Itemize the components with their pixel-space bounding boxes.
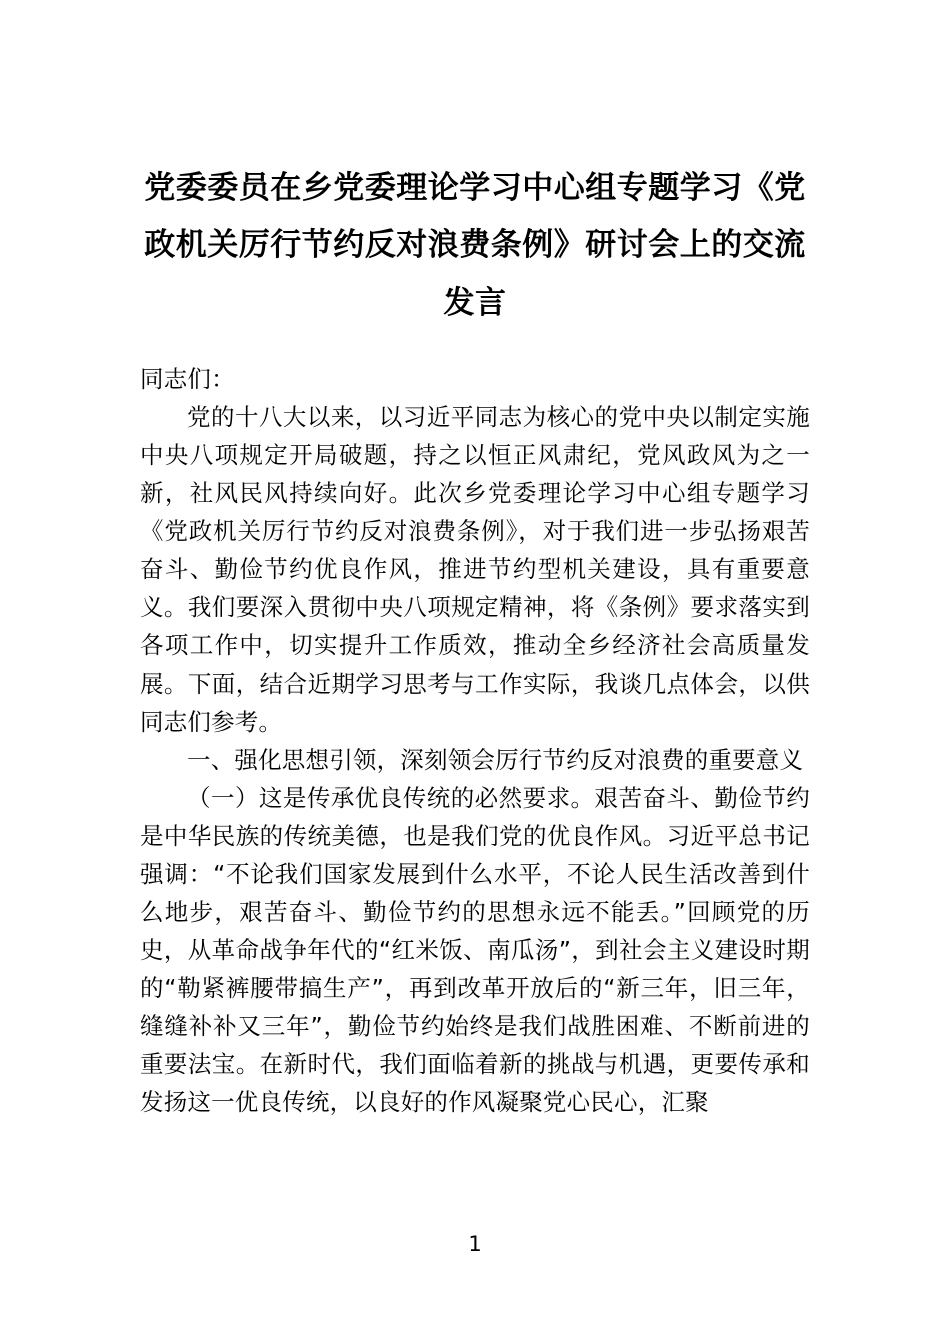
document-body bbox=[140, 360, 810, 1121]
page-title: 党委委员在乡党委理论学习中心组专题学习《党政机关厉行节约反对浪费条例》研讨会上的交流发言 bbox=[144, 170, 806, 321]
page-number: 1 bbox=[468, 1232, 482, 1256]
paragraph-1: 党的十八大以来，以习近平同志为核心的党中央以制定实施中央八项规定开局破题，持之以恒正风肃纪，党风政风为之一新，社风民风持续向好。此次乡党委理论学习中心组专题学习《党政机关厉行节约反对浪费条例》，对于我们进一步弘扬艰苦奋斗、勤俭节约优良作风，推进节约型机关建设，具有重要意义。我们要深入贯彻中央八项规定精神，将《条例》要求落实到各项工作中，切实提升工作质效，推动全乡经济社会高质量发展。下面，结合近期学习思考与工作实际，我谈几点体会，以供同志们参考。 bbox=[140, 403, 810, 736]
paragraph-2: （一）这是传承优良传统的必然要求。艰苦奋斗、勤俭节约是中华民族的传统美德，也是我们党的优良作风。习近平总书记强调：“不论我们国家发展到什么水平，不论人民生活改善到什么地步，艰苦奋斗、勤俭节约的思想永远不能丢。”回顾党的历史，从革命战争年代的“红米饭、南瓜汤”，到社会主义建设时期的“勒紧裤腰带搞生产”，再到改革开放后的“新三年，旧三年，缝缝补补又三年”，勤俭节约始终是我们战胜困难、不断前进的重要法宝。在新时代，我们面临着新的挑战与机遇，更要传承和发扬这一优良传统，以良好的作风凝聚党心民心，汇聚 bbox=[140, 783, 810, 1117]
salutation: 同志们： bbox=[140, 365, 235, 394]
section-heading-1: 一、强化思想引领，深刻领会厉行节约反对浪费的重要意义 bbox=[187, 745, 804, 774]
